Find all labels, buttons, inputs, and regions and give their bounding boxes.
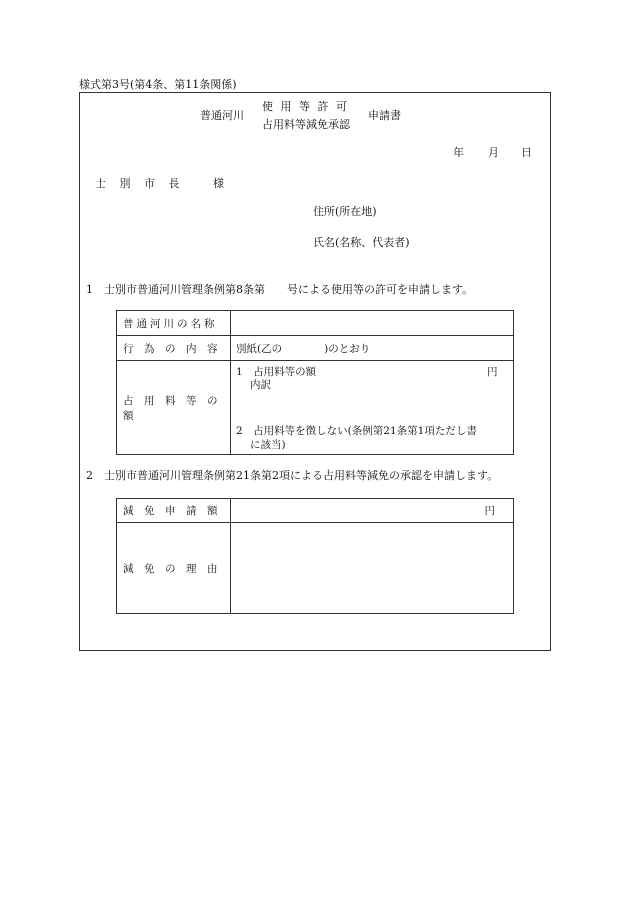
- reduction-amount-label-cell: [117, 499, 231, 523]
- title-suffix: 申請書: [368, 109, 401, 122]
- fee-item2-line2: に該当): [250, 439, 286, 451]
- title-line2: 占用料等減免承認: [262, 118, 350, 131]
- activity-label-cell: [117, 336, 231, 361]
- section2-statement: 2 士別市普通河川管理条例第21条第2項による占用料等減免の承認を申請します。: [86, 469, 499, 482]
- reduction-reason-label-cell: [117, 523, 231, 614]
- fee-item2-line1: 2 占用料等を徴しない(条例第21条第1項ただし書: [236, 425, 477, 437]
- fee-yen-unit: 円: [487, 366, 498, 378]
- date-day: 日: [521, 146, 532, 159]
- reduction-reason-field[interactable]: [231, 523, 514, 614]
- fee-field[interactable]: [231, 361, 514, 455]
- reduction-amount-field[interactable]: [231, 499, 514, 523]
- activity-field[interactable]: 別紙(乙の )のとおり: [231, 336, 514, 361]
- applicant-name-label: 氏名(名称、代表者): [313, 236, 410, 249]
- river-name-field[interactable]: [231, 311, 514, 336]
- form-number: 様式第3号(第4条、第11条関係): [79, 78, 237, 91]
- date-month: 月: [488, 146, 499, 159]
- fee-breakdown: 内訳: [250, 379, 271, 391]
- date-year: 年: [453, 146, 464, 159]
- river-name-label-cell: [117, 311, 231, 336]
- reduction-yen-unit: 円: [484, 505, 495, 517]
- title-line1: 使 用 等 許 可: [262, 100, 349, 113]
- applicant-address-label: 住所(所在地): [313, 205, 377, 218]
- addressee-name: 士 別 市 長: [95, 177, 185, 190]
- title-prefix: 普通河川: [200, 109, 244, 122]
- reduction-table: [116, 498, 514, 614]
- fee-item1: 1 占用料等の額: [236, 366, 317, 378]
- addressee-honorific: 様: [213, 177, 224, 190]
- reduction-reason-label: 減 免 の 理 由: [123, 562, 218, 575]
- permit-table: [116, 310, 514, 455]
- reduction-amount-label: 減 免 申 請 額: [123, 505, 218, 517]
- section1-statement: 1 士別市普通河川管理条例第8条第 号による使用等の許可を申請します。: [86, 283, 474, 296]
- river-name-label: 普通河川の名称: [123, 317, 218, 330]
- activity-label: 行 為 の 内 容: [123, 342, 218, 355]
- fee-label-cell: [117, 361, 231, 455]
- fee-label: 占 用 料 等 の 額: [123, 394, 228, 422]
